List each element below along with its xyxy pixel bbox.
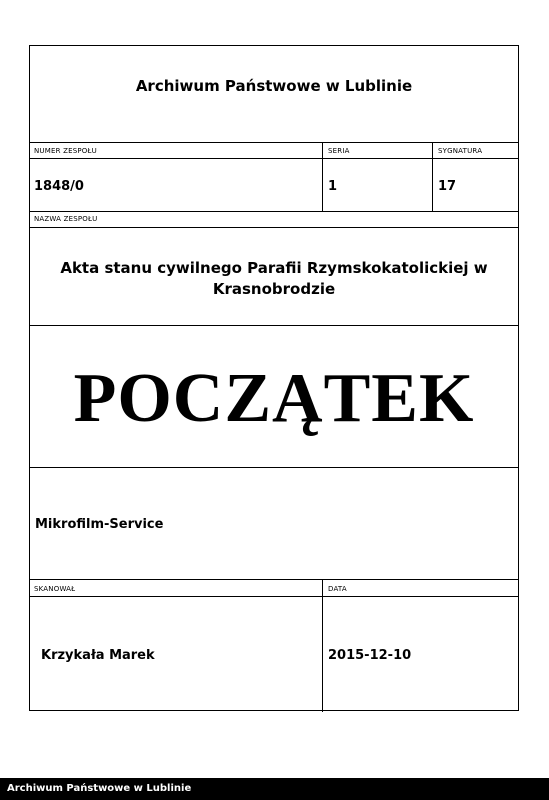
series-label: SERIA xyxy=(328,147,350,155)
divider xyxy=(322,579,323,712)
target-card xyxy=(29,45,519,711)
fonds-name-label: NAZWA ZESPOŁU xyxy=(34,215,98,223)
signature-value: 17 xyxy=(438,179,457,194)
footer-bar xyxy=(0,778,549,800)
divider xyxy=(30,158,518,159)
divider xyxy=(322,142,323,211)
divider xyxy=(30,596,518,597)
date-label: DATA xyxy=(328,585,347,593)
divider xyxy=(30,211,518,212)
divider xyxy=(432,142,433,211)
divider xyxy=(30,579,518,580)
scanner-label: SKANOWAŁ xyxy=(34,585,76,593)
archive-title: Archiwum Państwowe w Lublinie xyxy=(135,77,413,95)
service-company: Mikrofilm-Service xyxy=(35,517,164,532)
fonds-number-value: 1848/0 xyxy=(34,179,84,194)
fonds-number-label: NUMER ZESPOŁU xyxy=(34,147,97,155)
divider xyxy=(30,142,518,143)
marker-section xyxy=(30,325,518,467)
signature-label: SYGNATURA xyxy=(438,147,483,155)
footer-archive-name: Archiwum Państwowe w Lublinie xyxy=(7,783,192,794)
date-value: 2015-12-10 xyxy=(328,648,412,663)
archive-header xyxy=(30,46,518,142)
series-value: 1 xyxy=(328,179,338,194)
fonds-name-section xyxy=(30,227,518,325)
fonds-name: Akta stanu cywilnego Parafii Rzymskokatolickiej w Krasnobrodzie xyxy=(60,259,488,298)
scanner-value: Krzykała Marek xyxy=(41,648,155,663)
divider xyxy=(30,467,518,468)
start-marker: POCZĄTEK xyxy=(73,360,475,437)
